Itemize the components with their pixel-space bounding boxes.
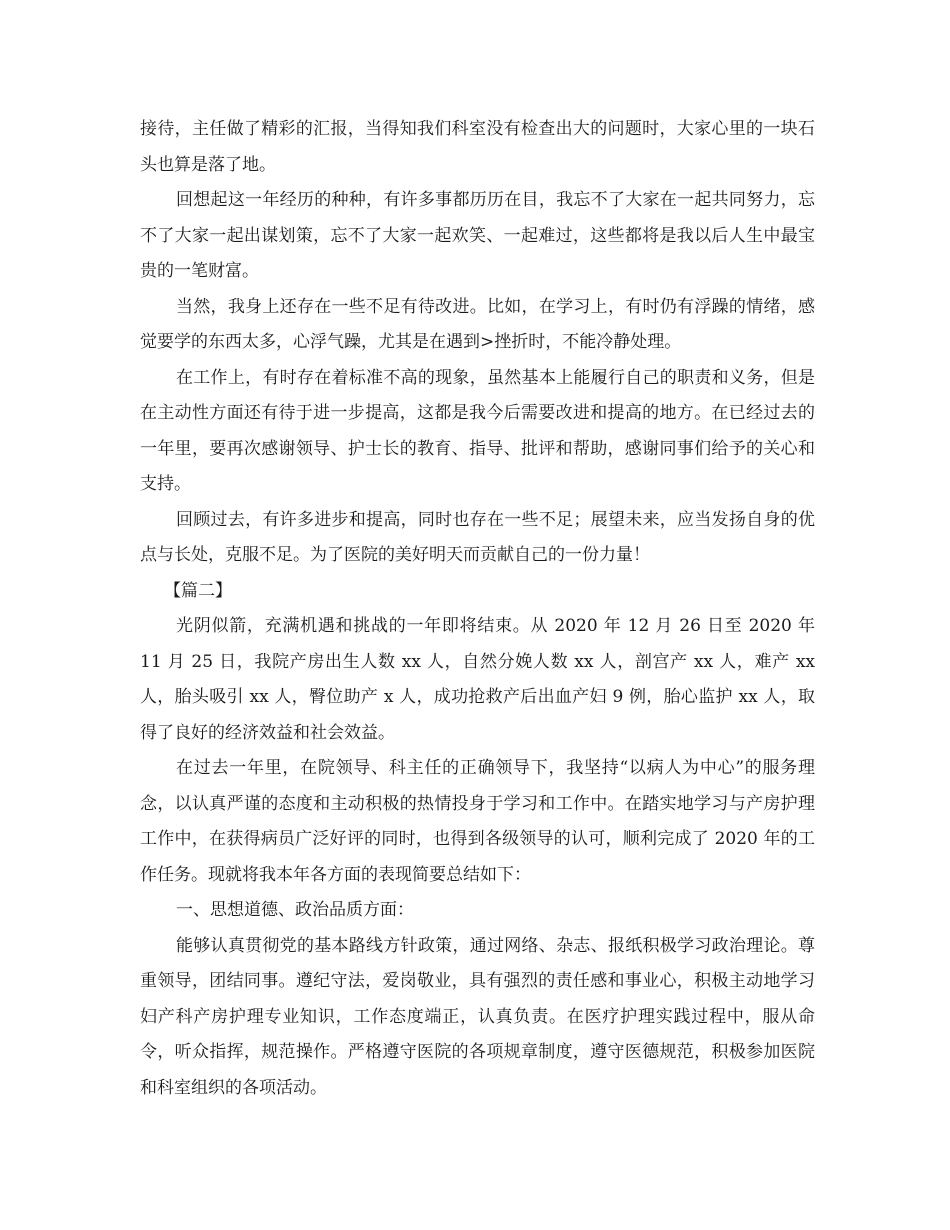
section-heading: 【篇二】 <box>164 580 232 601</box>
paragraph-statistics: 光阴似箭，充满机遇和挑战的一年即将结束。从 2020 年 12 月 26 日至 2020 年 11 月 25 日，我院产房出生人数 xx 人，自然分娩人数 xx 人，剖宫产 xx 人，难产 xx 人，胎头吸引 xx 人，臀位助产 x 人，成功抢救产后出血产妇 9 例，胎心监护 xx 人，取得了良好的经济效益和社会效益。 <box>140 616 815 743</box>
paragraph-work-improvement: 在工作上，有时存在着标准不高的现象，虽然基本上能履行自己的职责和义务，但是在主动性方面还有待于进一步提高，这都是我今后需要改进和提高的地方。在已经过去的一年里，要再次感谢领导、护士长的教育、指导、批评和帮助，感谢同事们给予的关心和支持。 <box>140 367 815 494</box>
paragraph-memories: 回想起这一年经历的种种，有许多事都历历在目，我忘不了大家在一起共同努力，忘不了大家一起出谋划策，忘不了大家一起欢笑、一起难过，这些都将是我以后人生中最宝贵的一笔财富。 <box>140 190 815 281</box>
paragraph-continuation: 接待，主任做了精彩的汇报，当得知我们科室没有检查出大的问题时，大家心里的一块石头也算是落了地。 <box>140 119 815 175</box>
paragraph-review: 回顾过去，有许多进步和提高，同时也存在一些不足；展望未来，应当发扬自身的优点与长处，克服不足。为了医院的美好明天而贡献自己的一份力量！ <box>140 509 815 565</box>
paragraph-service-concept: 在过去一年里，在院领导、科主任的正确领导下，我坚持“以病人为中心”的服务理念，以认真严谨的态度和主动积极的热情投身于学习和工作中。在踏实地学习与产房护理工作中，在获得病员广泛好评的同时，也得到各级领导的认可，顺利完成了 2020 年的工作任务。现就将我本年各方面的表现简要总结如下： <box>140 758 815 885</box>
paragraph-shortcomings: 当然，我身上还存在一些不足有待改进。比如，在学习上，有时仍有浮躁的情绪，感觉要学的东西太多，心浮气躁，尤其是在遇到>挫折时，不能冷静处理。 <box>140 296 815 352</box>
paragraph-subheading-ethics: 一、思想道德、政治品质方面： <box>176 900 414 920</box>
paragraph-ethics-detail: 能够认真贯彻党的基本路线方针政策，通过网络、杂志、报纸积极学习政治理论。尊重领导，团结同事。遵纪守法，爱岗敬业，具有强烈的责任感和事业心，积极主动地学习妇产科产房护理专业知识，工作态度端正，认真负责。在医疗护理实践过程中，服从命令，听众指挥，规范操作。严格遵守医院的各项规章制度，遵守医德规范，积极参加医院和科室组织的各项活动。 <box>140 935 815 1098</box>
document-body <box>140 112 815 1106</box>
